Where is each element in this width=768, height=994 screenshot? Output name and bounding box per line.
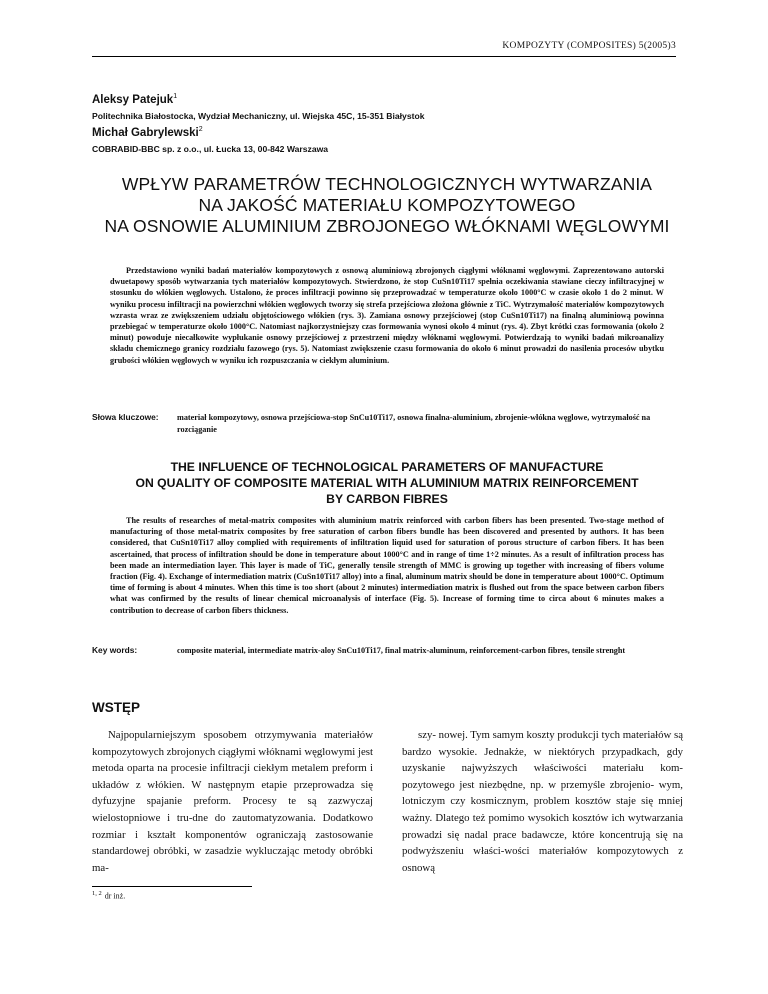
title-polish-line: NA OSNOWIE ALUMINIUM ZBROJONEGO WŁÓKNAMI WĘGLOWYMI (104, 216, 670, 236)
keywords-label: Słowa kluczowe: (92, 412, 159, 422)
author-mark: 1 (173, 93, 178, 100)
journal-header: KOMPOZYTY (COMPOSITES) 5(2005)3 (502, 41, 676, 51)
keywords-text: composite material, intermediate matrix-aloy SnCu10Ti17, final matrix-aluminum, reinforcement-carbon fibres, tensile strenght (177, 646, 626, 655)
author-affiliation: Politechnika Białostocka, Wydział Mechaniczny, ul. Wiejska 45C, 15-351 Białystok (92, 110, 425, 121)
author-1 (92, 93, 682, 121)
keywords-english (92, 645, 682, 657)
author-name (92, 93, 682, 106)
author-2 (92, 126, 682, 154)
body-column-right: szy- nowej. Tym samym koszty produkcji tych materiałów są bardzo wysokie. Jednakże, w niektórych przypadkach, gdy uzyskanie najwyższych właściwości materiału kom- pozytowego jest niezbędne, np. w przemyśle zbrojenio- wym, lotniczym czy kosmicznym, problem kosztów staje się mniej ważny. Dlatego też pomimo wysokich kosztów ich wytwarzania prowadzi się nadal prace badawcze, które koncentrują się na podwyższeniu właści-wości materiałów kompozytowych z osnową (402, 729, 684, 874)
author-name (92, 126, 682, 139)
footnote-marks: 1, 2 (92, 890, 102, 897)
section-heading: WSTĘP (92, 700, 141, 715)
title-polish-line: WPŁYW PARAMETRÓW TECHNOLOGICZNYCH WYTWARZANIA (121, 174, 653, 194)
keywords-label: Key words: (92, 645, 138, 655)
title-english (92, 459, 682, 507)
keywords-text: materiał kompozytowy, osnowa przejściowa-stop SnCu10Ti17, osnowa finalna-aluminium, zbrojenie-włókna węglowe, wytrzymałość na rozciąganie (177, 413, 651, 434)
keywords-polish (92, 412, 682, 435)
abstract-polish: Przedstawiono wyniki badań materiałów kompozytowych z osnową aluminiową zbrojonych ciągłymi włóknami węglowymi. Zaprezentowano autorski dwuetapowy sposób wytwarzania tych materiałów kompozytowych. Stwierdzono, że stop CuSn10Ti17 spełnia oczekiwania stawiane cieczy infiltracyjnej w stosunku do włókien węglowych. Ustalono, że proces infiltracji powinno się przeprowadzać w temperaturze około 1000°C w czasie około 1 do 2 minut. W wyniku procesu infiltracji na powierzchni włókien węglowych tworzy się strefa przejściowa złożona głównie z TiC. Wytrzymałość materiałów kompozytowych wzrasta wraz ze zwiększeniem udziału objętościowego włókien (rys. 3). Zamiana osnowy przejściowej (stop CuSn10Ti17) na finalną aluminiową powinna przebiegać w temperaturze około 1000°C. Natomiast najkorzystniejszy czas formowania wynosi około 4 minut (rys. 4). Zbyt krótki czas formowania (około 2 minut) powoduje niecałkowite wypłukanie osnowy przejściowej z przestrzeni między włóknami węglowymi. Potwierdzają to wyniki badań mikroanalizy składu chemicznego granicy rozdziału fazowego (rys. 5). Natomiast zwiększenie czasu formowania do około 6 minut prowadzi do nasilenia procesów ubytku grubości włókien węglowych w wyniku ich rozpuszczania w ciekłym aluminium. (110, 266, 664, 365)
author-mark: 2 (198, 126, 203, 133)
header-rule (92, 56, 676, 57)
author-name-text: Michał Gabrylewski (92, 126, 199, 139)
author-name-text: Aleksy Patejuk (92, 93, 174, 106)
title-polish (92, 174, 682, 237)
abstract-english: The results of researches of metal-matrix composites with aluminium matrix reinforced with carbon fibers has been presented. Two-stage method of manufacturing of those metal-matrix composites by free saturation of carbon fibers bundle has been discovered and presented by authors. It has been considered, that CuSn10Ti17 alloy complied with requirements of infiltration liquid used for saturation of porous structure of carbon fibers. It has been ascertained, that process of infiltration should be done in temperature about 1000°C and in range of time 1÷2 minutes. As a result of infiltration process has been made an intermediation layer. This layer is made of TiC, generally tensile strength of MMC is growing up together with increasing of fibers volume fraction (Fig. 4). Exchange of intermediation matrix (CuSn10Ti17 alloy) into a final, aluminum matrix should be done in temperature about 1000°C. Optimum time of forming is about 4 minutes. When this time is too short (about 2 minutes) intermediation matrix is flushed out from the space between carbon fibers what was confirmed by the results of linear chemical microanalysis of interface (Fig. 5). Increase of forming time to circa about 6 minutes makes a contribution to decrease of carbon fibers thickness. (110, 516, 664, 615)
title-english-line: BY CARBON FIBRES (326, 492, 448, 506)
title-english-line: THE INFLUENCE OF TECHNOLOGICAL PARAMETERS OF MANUFACTURE (170, 460, 604, 474)
author-affiliation: COBRABID-BBC sp. z o.o., ul. Łucka 13, 00-842 Warszawa (92, 143, 329, 154)
footnote (92, 890, 125, 901)
body-column-left: Najpopularniejszym sposobem otrzymywania materiałów kompozytowych zbrojonych ciągłymi włóknami węglowymi jest metoda oparta na procesie infiltracji ciekłym metalem preform i układów z włókien. W następnym etapie przeprowadza się dyfuzyjne spajanie preform. Procesy te są zazwyczaj wielostopniowe i tru-dne do zautomatyzowania. Dodatkowo rozmiar i kształt komponentów ograniczają zastosowanie standardowej obróbki, w zasadzie wykluczając metody obróbki ma- (92, 729, 373, 874)
title-polish-line: NA JAKOŚĆ MATERIAŁU KOMPOZYTOWEGO (198, 195, 576, 215)
title-english-line: ON QUALITY OF COMPOSITE MATERIAL WITH ALUMINIUM MATRIX REINFORCEMENT (135, 476, 639, 490)
footnote-text: dr inż. (104, 891, 126, 901)
footnote-rule (92, 886, 252, 887)
